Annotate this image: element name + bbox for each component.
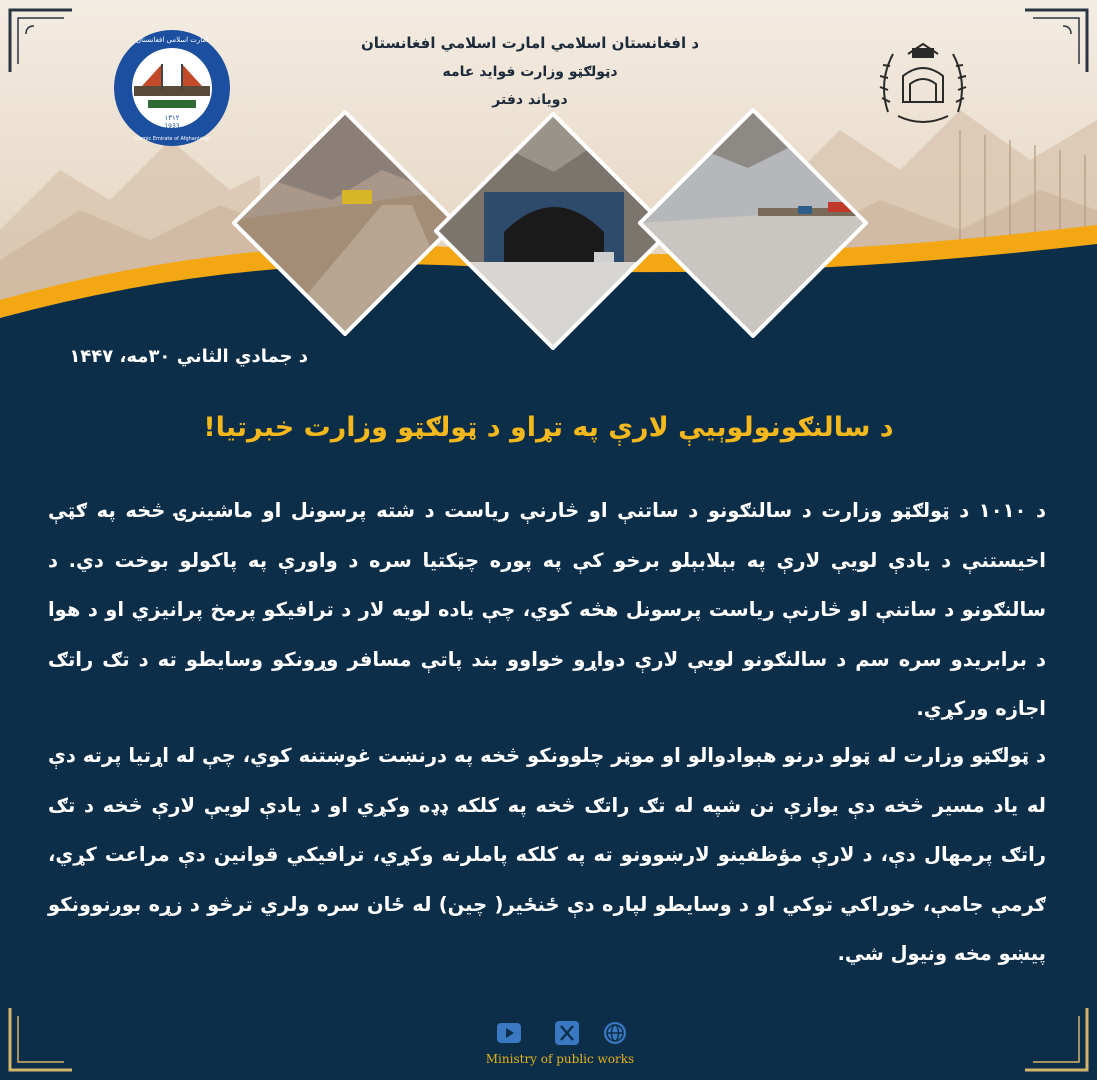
corner-ornament-top-right [1021,6,1091,76]
publication-date: د جمادي الثاني ۳۰مه، ۱۴۴۷ [69,346,308,367]
corner-ornament-top-left [6,6,76,76]
paragraph-2: د ټولګټو وزارت له ټولو درنو هېوادوالو او موټر چلوونکو څخه په درنښت غوښتنه کوي، چې له اړتيا پرته دې له ياد مسير څخه دې يوازې نن شپه له تګ راتګ څخه په کلکه ډډه وکړي او د يادې لويې لارې څخه د تګ راتګ پرمهال دې، د لارې مؤظفينو لارښوونو ته په کلکه پاملرنه وکړي، ترافيکي قوانين دې مراعت کړي، ګرمې جامې، خوراکي توکي او د وسايطو لپاره دې ځنځير( چين) له ځان سره ولري ترڅو د زړه بوږنوونکو پيښو مخه ونيول شي. [48,744,1046,965]
photo-queued-vehicles [638,108,868,338]
logo-year: ۱۳۱۲ [164,114,180,122]
header-line-3: دوياند دفتر [492,92,568,108]
x-icon[interactable] [554,1020,580,1046]
logo-top-text: امارت اسلامی افغانستان [135,36,209,44]
announcement-title: د سالنګونولوېيې لارې په تړاو د ټولګټو وزارت خبرتيا! [203,412,894,443]
photo-road-construction [232,110,458,336]
globe-icon[interactable] [602,1020,628,1046]
footer-ministry-name: Ministry of public works [485,1052,635,1066]
header-line-2: دټولګټو وزارت فواید عامه [442,64,618,80]
youtube-icon[interactable] [496,1020,522,1046]
header-line-1: د افغانستان اسلامي امارت اسلامي افغانستان [360,34,700,52]
ministry-logo [112,28,232,148]
corner-ornament-bottom-right [1021,1004,1091,1074]
paragraph-1: د ۱۰۱۰ د ټولګټو وزارت د سالنګونو د ساتنې او څارنې رياست د شته پرسونل او ماشينرۍ څخه په ګټې اخيستنې د يادې لويې لارې په بېلابېلو برخو کې په پوره چټکتيا سره د واورې په پاکولو بوخت دي. د سالنګونو د ساتنې او څارنې رياست پرسونل هڅه کوي، چې ياده لويه لار د ترافيکو پرمخ پرانيزي او د هوا د برابريدو سره سم د سالنګونو لويې لارې دواړو خواوو بند پاتې مسافر وړونکو وسايطو ته د تګ راتګ اجازه ورکړي. [48,499,1047,720]
corner-ornament-bottom-left [6,1004,76,1074]
logo-year-2: 1933 [164,123,180,130]
logo-english: Islamic Emirate of Afghanistan [133,136,211,142]
emirate-emblem [868,32,978,142]
photo-salang-tunnel [434,112,672,350]
